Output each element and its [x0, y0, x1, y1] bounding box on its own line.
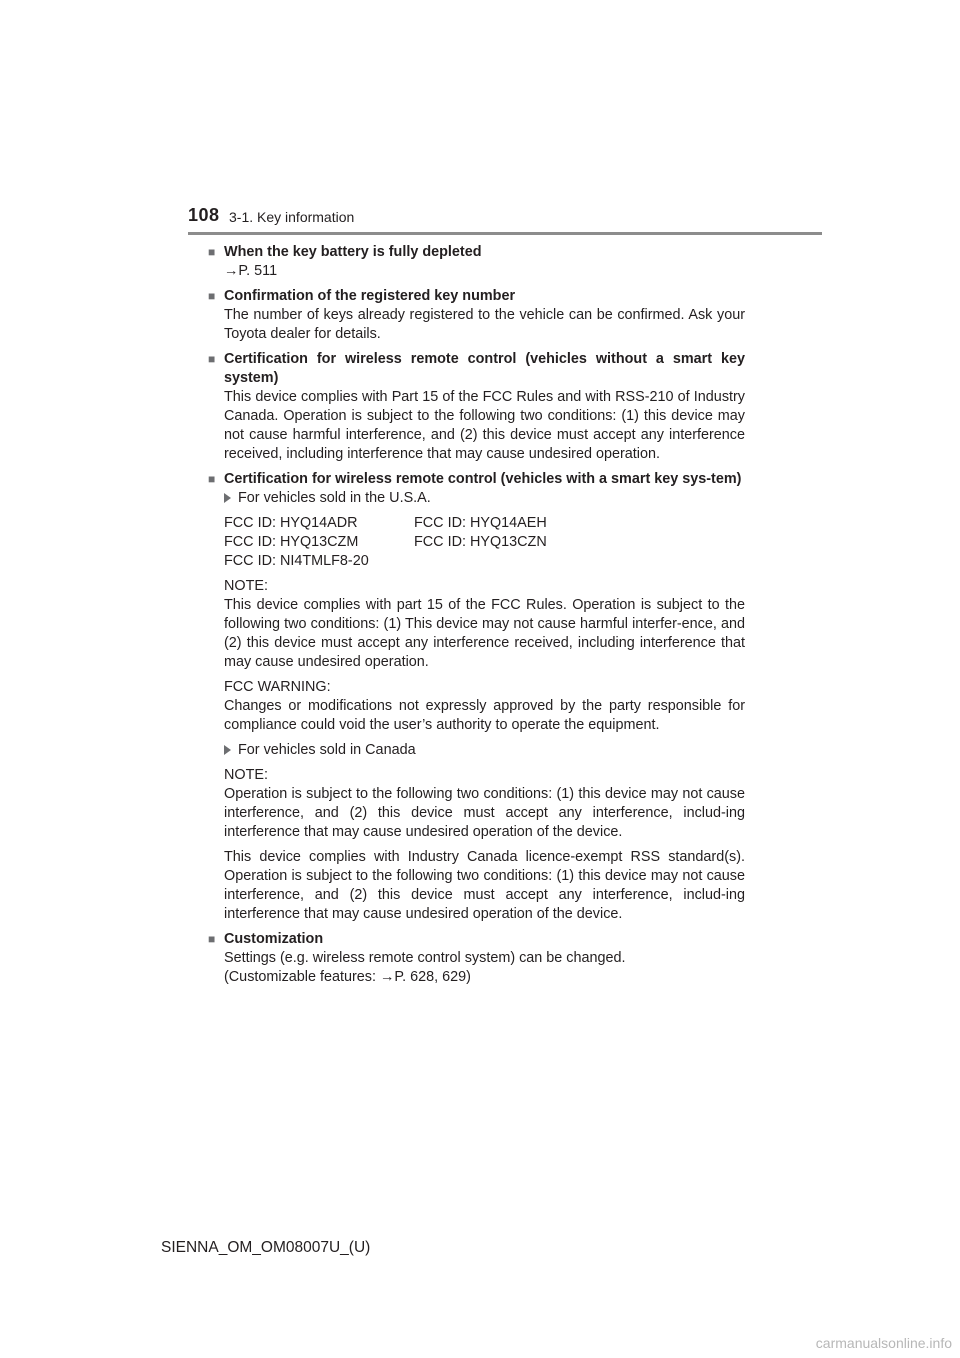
fcc-id-list	[224, 514, 745, 571]
note-label: NOTE:	[224, 578, 268, 594]
section-certification-no-smart-key	[208, 350, 745, 464]
arrow-right-icon: →	[379, 969, 395, 985]
square-bullet-icon: ■	[208, 472, 216, 486]
header-divider	[188, 232, 822, 235]
page-reference-text: P. 628, 629)	[394, 969, 471, 985]
section-registered-keys	[208, 287, 745, 344]
paragraph: Operation is subject to the following two conditions: (1) this device may not cause interference, and (2) this device must accept any interference, includ-ing interference that may cause undesired operation of the device.	[224, 786, 745, 840]
square-bullet-icon: ■	[208, 289, 216, 303]
arrow-right-icon: →	[224, 263, 239, 279]
square-bullet-icon: ■	[208, 245, 216, 259]
page-content	[208, 243, 745, 993]
sub-heading-usa	[224, 489, 745, 508]
sub-heading-text: For vehicles sold in Canada	[238, 742, 416, 758]
page-reference	[224, 968, 745, 987]
paragraph: This device complies with Industry Canada licence-exempt RSS standard(s). Operation is subject to the following two conditions: (1) this device may not cause interference, and (2) this device must accept any interference, includ-ing interference that may cause undesired operation of the device.	[224, 849, 745, 922]
footer-doc-id: SIENNA_OM_OM08007U_(U)	[161, 1239, 371, 1256]
page-reference	[224, 262, 745, 281]
page-reference-text: P. 511	[238, 263, 278, 279]
page-number: 108	[188, 205, 220, 225]
section-heading: Certification for wireless remote control (vehicles without a smart key system)	[224, 351, 745, 386]
section-heading: Confirmation of the registered key number	[224, 288, 516, 304]
sub-heading-canada	[224, 741, 745, 760]
page-header	[0, 0, 960, 240]
note-label: NOTE:	[224, 767, 268, 783]
fcc-id: FCC ID: HYQ13CZM	[224, 534, 359, 550]
section-title-row	[208, 243, 745, 262]
square-bullet-icon: ■	[208, 932, 216, 946]
fcc-id: FCC ID: NI4TMLF8-20	[224, 553, 369, 569]
paragraph: This device complies with Part 15 of the FCC Rules and with RSS-210 of Industry Canada. Operation is subject to the following two conditions: (1) this device may not cause harmful interference, and (2) this device must accept any interference received, including interference that may cause undesired operation.	[224, 389, 745, 462]
warning-label: FCC WARNING:	[224, 679, 331, 695]
watermark: carmanualsonline.info	[815, 1335, 952, 1351]
reference-prefix: (Customizable features:	[224, 969, 380, 985]
square-bullet-icon: ■	[208, 352, 216, 366]
section-heading: Certification for wireless remote control (vehicles with a smart key sys-tem)	[224, 471, 742, 487]
section-customization	[208, 930, 745, 987]
fcc-id: FCC ID: HYQ14ADR	[224, 515, 358, 531]
section-title: 3-1. Key information	[229, 209, 355, 225]
paragraph: Changes or modifications not expressly approved by the party responsible for compliance could void the user’s authority to operate the equipment.	[224, 698, 745, 733]
paragraph: The number of keys already registered to the vehicle can be confirmed. Ask your Toyota dealer for details.	[224, 307, 745, 342]
sub-heading-text: For vehicles sold in the U.S.A.	[238, 490, 431, 506]
triangle-bullet-icon	[224, 745, 231, 755]
paragraph: This device complies with part 15 of the FCC Rules. Operation is subject to the following two conditions: (1) This device may not cause harmful interfer-ence, and (2) this device must accept any interference received, including interference that may cause undesired operation.	[224, 597, 745, 670]
section-heading: When the key battery is fully depleted	[224, 244, 482, 260]
section-certification-smart-key	[208, 470, 745, 924]
section-heading: Customization	[224, 931, 324, 947]
triangle-bullet-icon	[224, 493, 231, 503]
fcc-id: FCC ID: HYQ14AEH	[414, 515, 547, 531]
section-key-battery	[208, 243, 745, 281]
fcc-id: FCC ID: HYQ13CZN	[414, 534, 547, 550]
paragraph: Settings (e.g. wireless remote control system) can be changed.	[224, 950, 626, 966]
